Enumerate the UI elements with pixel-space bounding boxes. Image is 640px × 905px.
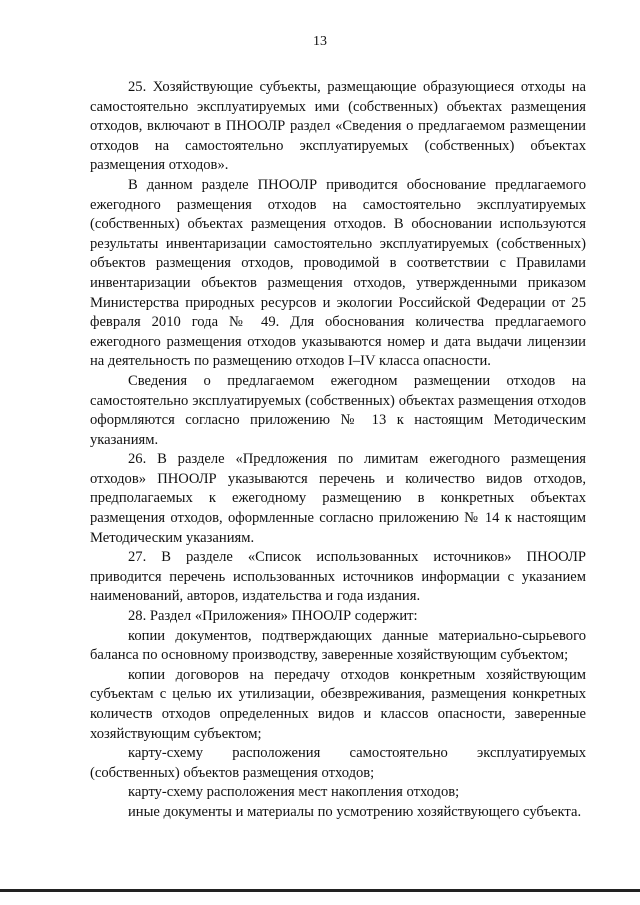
paragraph-28: 28. Раздел «Приложения» ПНООЛР содержит: xyxy=(128,608,418,625)
paragraph-appendix-13: Сведения о предлагаемом ежегодном размещении отходов на самостоятельно эксплуатируемых (собственных) объектах размещения отходов оформляются согласно приложению № 13 к настоящим Методическим указаниям. xyxy=(90,372,586,448)
scan-bottom-edge xyxy=(0,889,640,892)
paragraph-27: 27. В разделе «Список использованных источников» ПНООЛР приводится перечень использованных источников информации с указанием наименований, авторов, издательства и года издания. xyxy=(90,549,586,605)
list-item-facility-map: карту-схему расположения самостоятельно эксплуатируемых (собственных) объектов размещения отходов; xyxy=(90,745,586,781)
page-number: 13 xyxy=(313,34,327,49)
list-item-storage-map: карту-схему расположения мест накопления отходов; xyxy=(128,784,460,801)
list-item-other-documents: иные документы и материалы по усмотрению хозяйствующего субъекта. xyxy=(128,803,582,820)
paragraph-justification: В данном разделе ПНООЛР приводится обоснование предлагаемого ежегодного размещения отходов на самостоятельно эксплуатируемых (собственных) объектах размещения отходов. В обосновании используются результаты инвентаризации самостоятельно эксплуатируемых (собственных) объектов размещения отходов, проводимой в соответствии с Правилами инвентаризации объектов размещения отходов, утвержденными приказом Министерства природных ресурсов и экологии Российской Федерации от 25 февраля 2010 года № 49. Для обоснования количества предлагаемого ежегодного размещения отходов указываются номер и дата выдачи лицензии на деятельность по размещению отходов I–IV класса опасности. xyxy=(90,176,586,370)
paragraph-26: 26. В разделе «Предложения по лимитам ежегодного размещения отходов» ПНООЛР указываются перечень и количество видов отходов, предполагаемых к ежегодному размещению в конкретных объектах размещения отходов, оформленные согласно приложению № 14 к настоящим Методическим указаниям. xyxy=(90,451,586,546)
paragraph-25: 25. Хозяйствующие субъекты, размещающие образующиеся отходы на самостоятельно эксплуатируемых ими (собственных) объектах размещения отходов, включают в ПНООЛР раздел «Сведения о предлагаемом размещении отходов на самостоятельно эксплуатируемых (собственных) объектах размещения отходов». xyxy=(90,79,586,174)
list-item-balance-copies: копии документов, подтверждающих данные материально-сырьевого баланса по основному производству, заверенные хозяйствующим субъектом; xyxy=(90,627,586,664)
document-body xyxy=(90,78,586,823)
list-item-contract-copies: копии договоров на передачу отходов конкретным хозяйствующим субъектам с целью их утилизации, обезвреживания, размещения конкретных количеств отходов определенных видов и классов опасности, заверенные хозяйствующим субъектом; xyxy=(90,666,586,742)
